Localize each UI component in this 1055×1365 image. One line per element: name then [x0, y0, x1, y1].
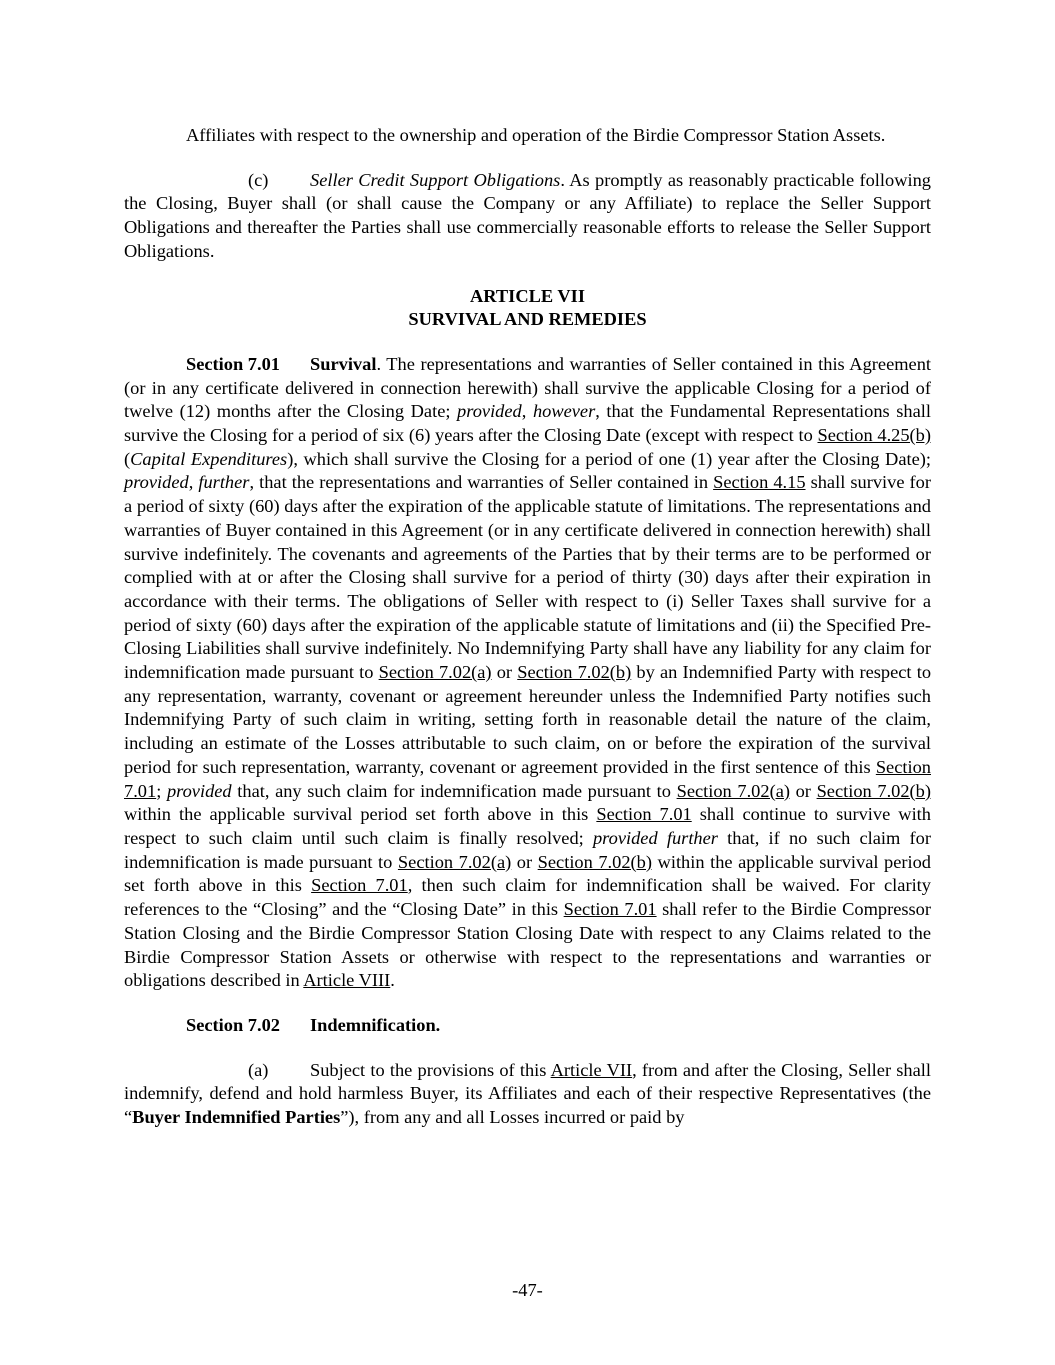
cross-reference-link[interactable]: Section 4.25(b) — [817, 425, 931, 446]
paragraph-c: (c) Seller Credit Support Obligations. As promptly as reasonably practicable following the Closing, Buyer shall (or shall cause the Company or any Affiliate) to replace the Seller Support Obligations and thereafter the Parties shall use commercially reasonable efforts to release the Seller Support Obligations. — [124, 169, 931, 261]
section-title: Survival — [310, 353, 377, 374]
section-7-02-heading — [124, 1014, 931, 1038]
section-7-01: Section 7.01 Survival. The representations and warranties of Seller contained in this Agreement (or in any certificate delivered in connection herewith) shall survive the applicable Closing for a period of twelve (12) months after the Closing Date; provided, however, that the Fundamental Representations shall survive the Closing for a period of six (6) years after the Closing Date (except with respect to Section 4.25(b) (Capital Expenditures), which shall survive the Closing for a period of one (1) year after the Closing Date); provided, further, that the representations and warranties of Seller contained in Section 4.15 shall survive for a period of sixty (60) days after the expiration of the applicable statute of limitations. The representations and warranties of Buyer contained in this Agreement (or in any certificate delivered in connection herewith) shall survive indefinitely. The covenants and agreements of the Parties that by their terms are to be performed or complied with at or after the Closing shall survive for a period of thirty (30) days after their expiration in accordance with their terms. The obligations of Seller with respect to (i) Seller Taxes shall survive for a period of sixty (60) days after the expiration of the applicable statute of limitations and (ii) the Specified Pre-Closing Liabilities shall survive indefinitely. No Indemnifying Party shall have any liability for any claim for indemnification made pursuant to Section 7.02(a) or Section 7.02(b) by an Indemnified Party with respect to any representation, warranty, covenant or agreement hereunder unless the Indemnified Party notifies such Indemnifying Party of such claim in writing, setting forth in reasonable detail the nature of the claim, including an estimate of the Losses attributable to such claim, on or before the expiration of the survival period for such representation, warranty, covenant or agreement provided in the first sentence of this Section 7.01; provided that, any such claim for indemnification made pursuant to Section 7.02(a) or Section 7.02(b) within the applicable survival period set forth above in this Section 7.01 shall continue to survive with respect to such claim until such claim is finally resolved; provided further that, if no such claim for indemnification is made pursuant to Section 7.02(a) or Section 7.02(b) within the applicable survival period set forth above in this Section 7.01, then such claim for indemnification shall be waived. For clarity references to the “Closing” and the “Closing Date” in this Section 7.01 shall refer to the Birdie Compressor Station Closing and the Birdie Compressor Station Closing Date with respect to any Claims related to the Birdie Compressor Station Assets or otherwise with respect to the representations and warranties or obligations described in Article VIII. — [124, 353, 932, 991]
cross-reference-link[interactable]: Section 7.01 — [563, 899, 657, 920]
cross-reference-link[interactable]: Section 4.15 — [713, 472, 806, 493]
cross-reference-link[interactable]: Section 7.01 — [311, 875, 408, 896]
paragraph-label: (a) — [248, 1059, 269, 1080]
page-number: -47- — [512, 1280, 543, 1300]
cross-reference-link[interactable]: Article VIII — [303, 970, 391, 991]
document-page — [124, 124, 931, 1130]
defined-term: Buyer Indemnified Parties — [132, 1107, 341, 1128]
cross-reference-link[interactable]: Section 7.02(a) — [378, 662, 492, 683]
paragraph-label: (c) — [248, 169, 269, 190]
section-title: Indemnification. — [310, 1014, 441, 1035]
cross-reference-link[interactable]: Section 7.02(b) — [517, 662, 632, 683]
article-heading — [124, 285, 931, 332]
cross-reference-link[interactable]: Section 7.02(a) — [397, 851, 512, 872]
cross-reference-link[interactable]: Section 7.01 — [596, 804, 692, 825]
article-title: SURVIVAL AND REMEDIES — [408, 309, 647, 330]
paragraph-title: Seller Credit Support Obligations — [310, 169, 561, 190]
carryover-paragraph: Affiliates with respect to the ownership and operation of the Birdie Compressor Station Assets. — [186, 125, 886, 145]
paragraph-a: (a) Subject to the provisions of this Article VII, from and after the Closing, Seller shall indemnify, defend and hold harmless Buyer, its Affiliates and each of their respective Representatives (the “Buyer Indemnified Parties”), from any and all Losses incurred or paid by — [124, 1059, 932, 1128]
cross-reference-link[interactable]: Section 7.02(b) — [816, 780, 931, 801]
section-number: Section 7.02 — [186, 1014, 280, 1035]
cross-reference-link[interactable]: Article VII — [550, 1059, 633, 1080]
section-number: Section 7.01 — [186, 353, 280, 374]
cross-reference-link[interactable]: Section 7.02(b) — [537, 851, 652, 872]
cross-reference-link[interactable]: Section 7.01 — [124, 756, 931, 801]
cross-reference-link[interactable]: Section 7.02(a) — [676, 780, 790, 801]
article-number: ARTICLE VII — [469, 285, 585, 306]
